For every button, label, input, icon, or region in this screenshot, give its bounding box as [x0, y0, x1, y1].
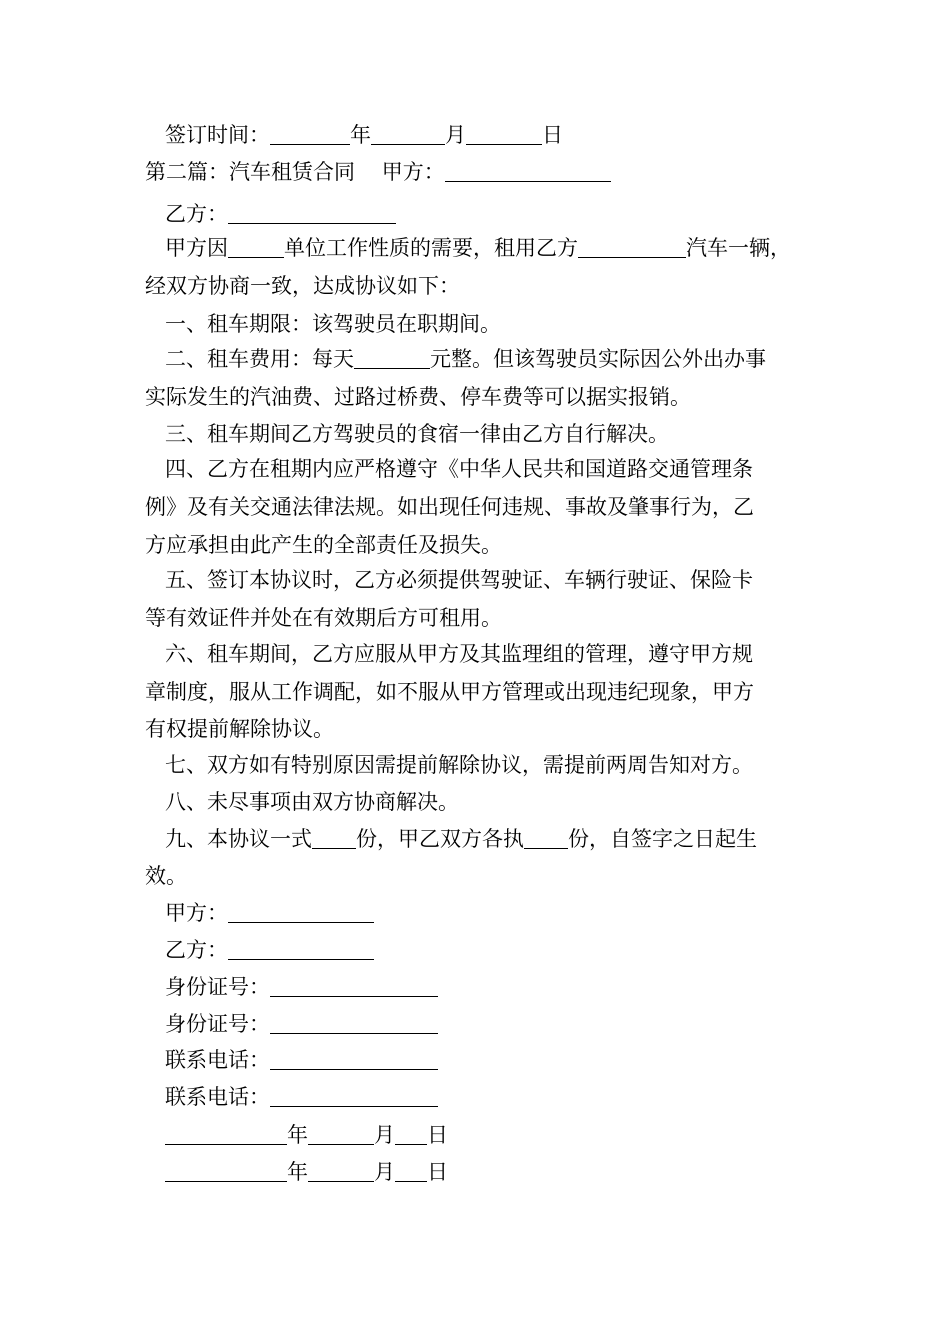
date-1-month: 月	[374, 1123, 395, 1147]
party-b-line	[165, 200, 396, 228]
year-text: 年	[350, 123, 371, 147]
blank-day	[466, 124, 542, 145]
blank-phone-2	[270, 1086, 438, 1107]
blank-each-copies	[524, 828, 568, 849]
signature-party-a	[165, 899, 374, 927]
clause-2-line-2: 实际发生的汽油费、过路过桥费、停车费等可以据实报销。	[145, 385, 691, 409]
intro-line-2: 经双方协商一致，达成协议如下：	[145, 274, 460, 298]
blank-unit	[228, 237, 284, 258]
blank-date-2-year	[165, 1161, 287, 1182]
date-line-2	[165, 1158, 448, 1186]
date-1-year: 年	[287, 1123, 308, 1147]
clause-1: 一、租车期限：该驾驶员在职期间。	[165, 312, 501, 336]
blank-date-2-month	[308, 1161, 374, 1182]
blank-total-copies	[312, 828, 356, 849]
clause-8: 八、未尽事项由双方协商解决。	[165, 790, 459, 814]
date-2-year: 年	[287, 1160, 308, 1184]
clause-6-line-3: 有权提前解除协议。	[145, 717, 334, 741]
clause-4-line-3: 方应承担由此产生的全部责任及损失。	[145, 533, 502, 557]
clause-9-line-1	[165, 825, 757, 853]
blank-date-2-day	[395, 1161, 427, 1182]
blank-date-1-day	[395, 1124, 427, 1145]
phone-1	[165, 1046, 438, 1074]
date-2-day: 日	[427, 1160, 448, 1184]
blank-phone-1	[270, 1049, 438, 1070]
id-number-2	[165, 1010, 438, 1038]
blank-party-b	[228, 203, 396, 224]
sig-b-label: 乙方：	[165, 938, 228, 962]
section-title: 第二篇：汽车租赁合同	[145, 160, 355, 184]
copies-text-c: 份，自签字之日起生	[568, 827, 757, 851]
clause-7: 七、双方如有特别原因需提前解除协议，需提前两周告知对方。	[165, 753, 753, 777]
phone-2	[165, 1083, 438, 1111]
clause-4-line-2: 例》及有关交通法律法规。如出现任何违规、事故及肇事行为，乙	[145, 495, 754, 519]
clause-5-line-1: 五、签订本协议时，乙方必须提供驾驶证、车辆行驶证、保险卡	[165, 568, 753, 592]
blank-id-1	[270, 976, 438, 997]
copies-text-b: 份，甲乙双方各执	[356, 827, 524, 851]
blank-sig-a	[228, 902, 374, 923]
intro-line-1	[165, 234, 791, 262]
date-line-1	[165, 1121, 448, 1149]
party-a-label: 甲方：	[381, 160, 445, 184]
blank-car	[578, 237, 686, 258]
phone-label-1: 联系电话：	[165, 1048, 270, 1072]
blank-id-2	[270, 1013, 438, 1034]
clause-4-line-1: 四、乙方在租期内应严格遵守《中华人民共和国道路交通管理条	[165, 457, 753, 481]
blank-year	[270, 124, 350, 145]
blank-date-1-year	[165, 1124, 287, 1145]
clause-5-line-2: 等有效证件并处在有效期后方可租用。	[145, 606, 502, 630]
blank-month	[371, 124, 445, 145]
clause-2-line-1	[165, 345, 766, 373]
id-number-1	[165, 973, 438, 1001]
sign-time-line	[165, 121, 563, 149]
intro-text-c: 汽车一辆，	[686, 236, 791, 260]
intro-text-b: 单位工作性质的需要，租用乙方	[284, 236, 578, 260]
blank-daily-fee	[354, 348, 430, 369]
intro-text-a: 甲方因	[165, 236, 228, 260]
party-b-label: 乙方：	[165, 202, 228, 226]
fee-text-b: 元整。但该驾驶员实际因公外出办事	[430, 347, 766, 371]
blank-date-1-month	[308, 1124, 374, 1145]
id-label-1: 身份证号：	[165, 975, 270, 999]
day-text: 日	[542, 123, 563, 147]
sign-time-label: 签订时间：	[165, 123, 270, 147]
month-text: 月	[445, 123, 466, 147]
blank-party-a	[445, 161, 611, 182]
clause-6-line-2: 章制度，服从工作调配，如不服从甲方管理或出现违纪现象，甲方	[145, 680, 754, 704]
blank-sig-b	[228, 939, 374, 960]
clause-6-line-1: 六、租车期间，乙方应服从甲方及其监理组的管理，遵守甲方规	[165, 642, 753, 666]
fee-text-a: 二、租车费用：每天	[165, 347, 354, 371]
signature-party-b	[165, 936, 374, 964]
date-1-day: 日	[427, 1123, 448, 1147]
sig-a-label: 甲方：	[165, 901, 228, 925]
clause-9-line-2: 效。	[145, 864, 187, 888]
clause-3: 三、租车期间乙方驾驶员的食宿一律由乙方自行解决。	[165, 422, 669, 446]
phone-label-2: 联系电话：	[165, 1085, 270, 1109]
date-2-month: 月	[374, 1160, 395, 1184]
id-label-2: 身份证号：	[165, 1012, 270, 1036]
copies-text-a: 九、本协议一式	[165, 827, 312, 851]
heading-line	[145, 158, 611, 186]
